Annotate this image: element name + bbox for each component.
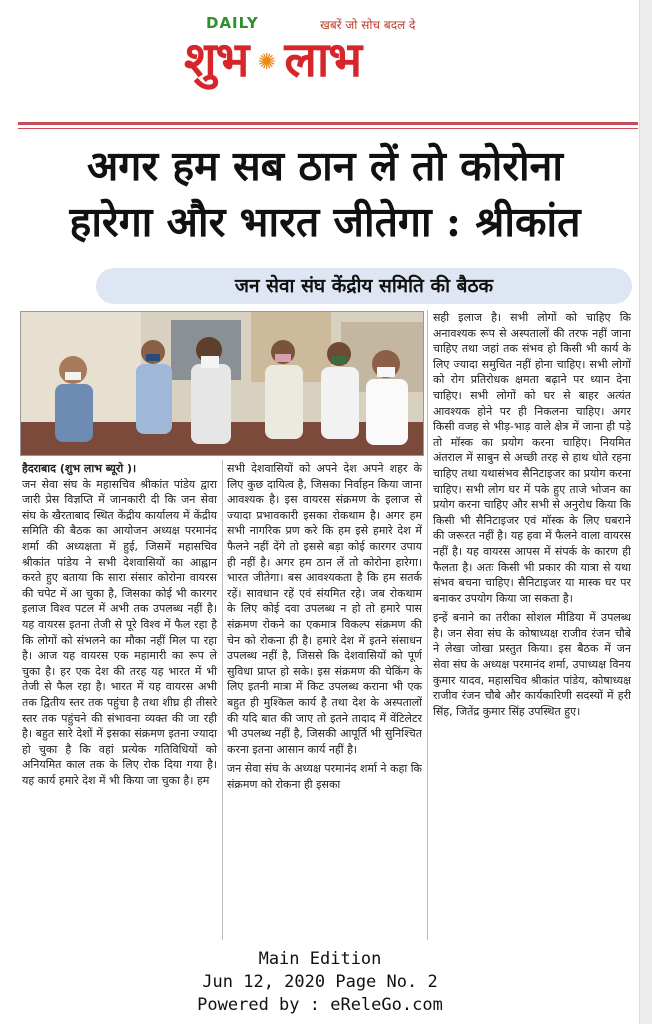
masthead [150, 10, 470, 100]
headline [20, 138, 630, 250]
article-column-2 [227, 461, 422, 941]
masthead-daily: DAILY [206, 14, 259, 32]
masthead-rule-thin [18, 128, 638, 129]
article-column-3 [433, 310, 631, 950]
article-column-1 [22, 461, 217, 941]
article-text-col2: सभी देशवासियों को अपने देश अपने शहर के लिए कुछ दायित्व है, जिसका निर्वाहन किया जाना आवश्यक है। इस वायरस संक्रमण के इलाज से ज्यादा प्रभावकारी इसका रोकथाम है। अगर हम सभी नागरिक प्रण करे कि हम इसे हमारे देश में फैलने नहीं देंगे तो इससे बड़ा कोई कारगर उपाय ही नहीं है। अगर हम ठान लें तो कोरोना हारेगा। भारत जीतेगा। बस आवश्यकता है कि हम सतर्क रहें। सावधान रहें एवं संयमित रहे। जब रोकथाम के लिए कोई दवा उपलब्ध न हो तो हमारे पास संक्रमण रोकने का एकमात्र विकल्प संक्रमण की चेन को रोकना ही है। हमारे देश में इतने संसाधन उपलब्ध नहीं है, जिससे कि देशवासियों को पूर्ण सुविधा प्राप्त हो सके। इस संक्रमण की चेकिंग के लिए इतनी मात्रा में किट उपलब्ध कराना भी एक बहुत ही मुश्किल कार्य है तथा देश के अस्पतालों की यदि बात की जाए तो इतने तादाद में वेंटिलेटर भी उपलब्ध नहीं है, जिसकी आपूर्ति भी सुनिश्चित करना इतना आसान कार्य नहीं है। [227, 462, 422, 756]
article-text-col2b: जन सेवा संघ के अध्यक्ष परमानंद शर्मा ने कहा कि संक्रमण को रोकना ही इसका [227, 762, 422, 791]
subheadline: जन सेवा संघ केंद्रीय समिति की बैठक [234, 275, 494, 297]
column-divider [427, 310, 428, 940]
masthead-name-right: लाभ [284, 32, 362, 88]
masthead-rule [18, 122, 638, 125]
article-text-col3b: इन्हें बनाने का तरीका सोशल मीडिया में उपलब्ध है। जन सेवा संघ के कोषाध्यक्ष राजीव रंजन चौबे ने लेखा जोखा प्रस्तुत किया। इस बैठक में जन सेवा संघ के अध्यक्ष परमानंद शर्मा, उपाध्यक्ष विनय कुमार यादव, महासचिव श्रीकांत पांडेय, कोषाध्यक्ष राजीव रंजन चौबे और कार्यकारिणी सदस्यों में हरी सिंह, जितेंद्र कुमार सिंह उपस्थित हुए। [433, 611, 631, 718]
article-text-col1: जन सेवा संघ के महासचिव श्रीकांत पांडेय द्वारा जारी प्रेस विज्ञप्ति में जानकारी दी कि जन सेवा संघ के खैरताबाद स्थित केंद्रीय कार्यालय में केंद्रीय समिति की बैठक का आयोजन अध्यक्ष परमानंद शर्मा की अध्यक्षता में हुई, जिसमें महासचिव श्रीकांत पांडेय ने सभी देशवासियों का आह्वान करते हुए बताया कि सारा संसार कोरोना वायरस की चपेट में आ चुका है, जिसका कोई भी कारगर इलाज विश्व पटल में अभी तक उपलब्ध नहीं है। यह वायरस इतना तेजी से पूरे विश्व में फैल रहा है कि लोगों को संभलने का मौका नहीं मिल पा रहा है। आज यह वायरस एक महामारी का रूप ले चुका है। हर एक देश की तरह यह भारत में भी तेजी से फैल रहा है। भारत में यह वायरस अभी तक द्वितीय स्तर तक पहुंचा है तथा शीघ्र ही तीसरे स्तर तक पहुंचने की संभावना व्यक्त की जा रही है। बहुत सारे देशों में इसका संक्रमण इतना ज्यादा हो चुका है कि वहां प्रत्येक गतिविधियों को अनियमित काल तक के लिए रोक दिया गया है। यह कार्य हमारे देश में भी किया जा चुका है। हम [22, 477, 217, 787]
article-text-col3: सही इलाज है। सभी लोगों को चाहिए कि अनावश्यक रूप से अस्पतालों की तरफ नहीं जाना चाहिए तथा जहां तक संभव हो किसी भी कार्य के लिए ज्यादा समुचित नहीं होना चाहिए। सभी लोगों को रोग प्रतिरोधक क्षमता बढ़ाने पर ध्यान देना चाहिए। सभी लोगों को घर से बाहर अत्यंत आवश्यक होने पर ही निकलना चाहिए। अगर किसी वजह से भीड़-भाड़ वाले क्षेत्र में जाना ही पड़े तो मॉस्क का प्रयोग करना चाहिए। नियमित अंतराल में साबुन से अच्छी तरह से हाथ धोते रहना चाहिए तथा यथासंभव सैनिटाइजर का प्रयोग करना चाहिए। सभी लोग घर में पके हुए ताजे भोजन का प्रयोग करना चाहिए और सभी से अनुरोध किया कि किसी भी सैनिटाइजर एवं मॉस्क के लिए घबराने की जरूरत नहीं है। यह हवा में फैलने वाला वायरस नहीं है। यह वायरस आपस में संपर्क के कारण ही फैलता है। अतः किसी भी प्रकार की यात्रा से यथा संभव बचना चाहिए। सैनिटाइजर या मास्क घर पर बनाकर उपयोग किया जा सकता है। [433, 311, 631, 605]
headline-line-2: हारेगा और भारत जीतेगा : श्रीकांत [69, 198, 581, 246]
ganesh-logo-icon: ✺ [257, 50, 276, 75]
page-edge [639, 0, 652, 1024]
meeting-photo [20, 311, 424, 456]
edition-name: Main Edition [258, 949, 382, 969]
headline-line-1: अगर हम सब ठान लें तो कोरोना [86, 142, 564, 190]
masthead-title [184, 30, 361, 90]
dateline: हैदराबाद (शुभ लाभ ब्यूरो )। [22, 462, 137, 475]
masthead-name-left: शुभ [184, 32, 249, 88]
powered-by: Powered by : eReleGo.com [197, 995, 443, 1015]
masthead-tagline: खबरें जो सोच बदल दे [320, 18, 416, 32]
edition-date-page: Jun 12, 2020 Page No. 2 [202, 972, 438, 992]
column-divider [222, 460, 223, 940]
edition-footer [0, 948, 640, 1017]
